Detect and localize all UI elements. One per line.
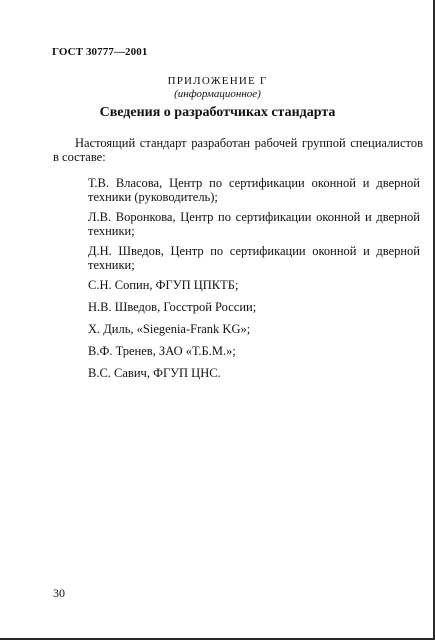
standard-code: ГОСТ 30777—2001 (52, 46, 148, 58)
intro-paragraph: Настоящий стандарт разработан рабочей группой специалистов в составе: (53, 136, 423, 164)
page-number: 30 (53, 586, 65, 600)
appendix-note: (информационное) (174, 88, 261, 100)
developer-list (88, 176, 420, 388)
developer-item: Х. Диль, «Siegenia-Frank KG»; (88, 322, 251, 336)
developer-item: В.С. Савич, ФГУП ЦНС. (88, 366, 221, 380)
developer-item: Д.Н. Шведов, Центр по сертификации оконной и дверной техники; (88, 244, 420, 272)
developer-item: С.Н. Сопин, ФГУП ЦПКТБ; (88, 278, 239, 292)
developer-item: В.Ф. Тренев, ЗАО «Т.Б.М.»; (88, 344, 236, 358)
developer-item: Н.В. Шведов, Госстрой России; (88, 300, 257, 314)
appendix-title: ПРИЛОЖЕНИЕ Г (167, 75, 268, 87)
developer-item: Л.В. Воронкова, Центр по сертификации оконной и дверной техники; (88, 210, 420, 238)
developer-item: Т.В. Власова, Центр по сертификации оконной и дверной техники (руководитель); (88, 176, 420, 204)
section-heading: Сведения о разработчиках стандарта (99, 105, 336, 120)
